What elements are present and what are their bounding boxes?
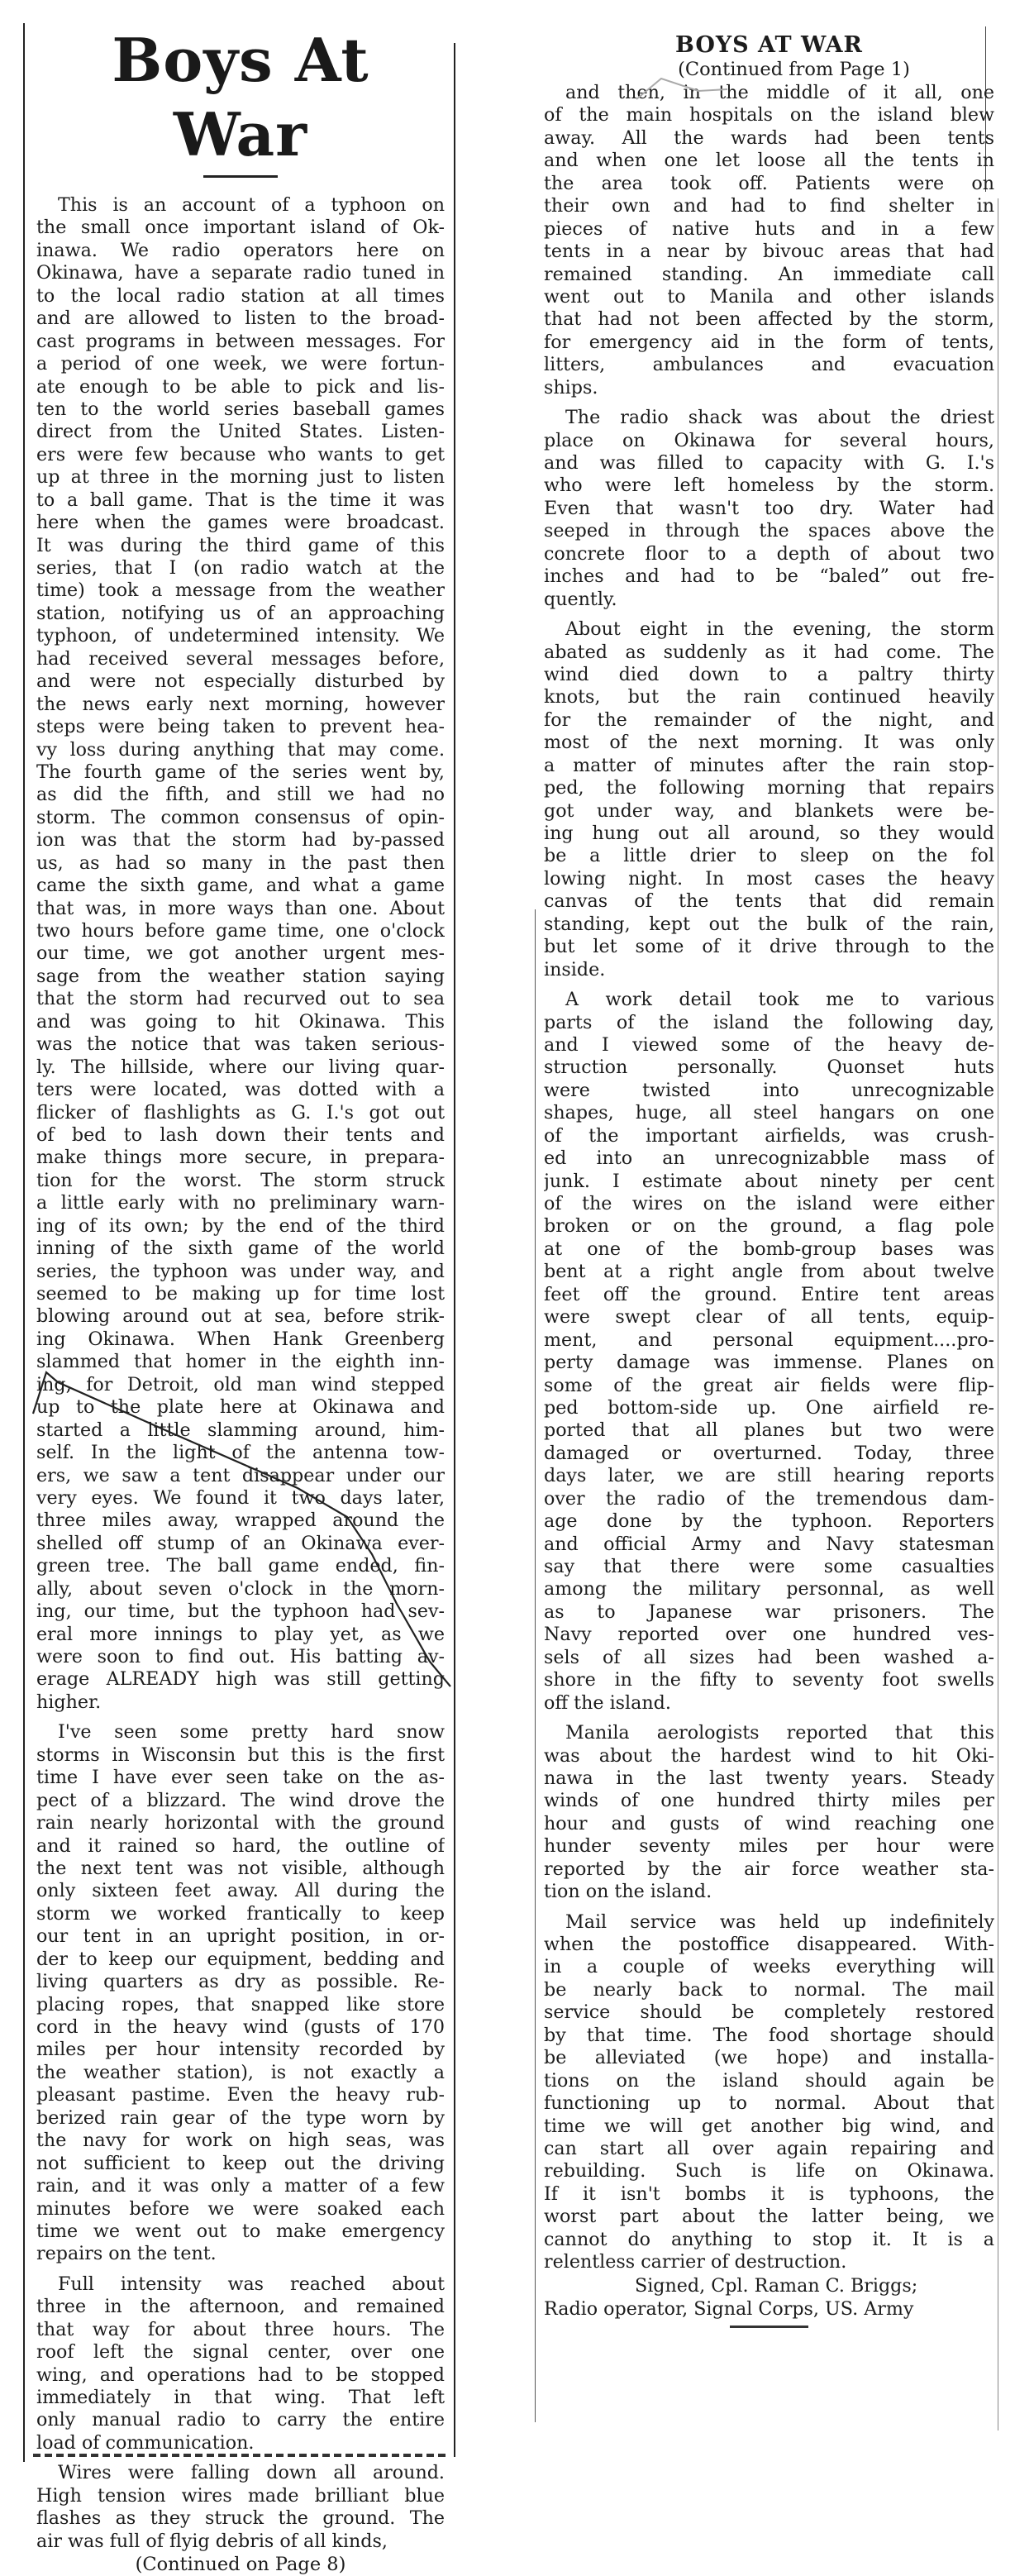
text-line: shelled off stump of an Okinawa ever- xyxy=(36,1532,445,1554)
paragraph-gap xyxy=(544,1715,994,1722)
text-line: ly. The hillside, where our living quar- xyxy=(36,1056,445,1078)
text-line: pieces of native huts and in a few xyxy=(544,217,994,240)
text-line: ment, and personal equipment....pro- xyxy=(544,1329,994,1351)
text-line: sels of all sizes had been washed a- xyxy=(544,1646,994,1668)
text-line: ported that all planes but two were xyxy=(544,1419,994,1442)
text-line: ers were few because who wants to get xyxy=(36,443,445,465)
text-line: erage ALREADY high was still getting xyxy=(36,1668,445,1691)
text-line: reported by the air force weather sta- xyxy=(544,1858,994,1880)
text-line: was about the hardest wind to hit Oki- xyxy=(544,1744,994,1767)
text-line: only sixteen feet away. All during the xyxy=(36,1880,445,1902)
text-line: the news early next morning, however xyxy=(36,693,445,715)
text-line: tion for the worst. The storm struck xyxy=(36,1169,445,1191)
text-line: Wires were falling down all around. xyxy=(58,2462,445,2484)
text-line: litters, ambulances and evacuation xyxy=(544,354,994,376)
text-line: time we went out to make emergency xyxy=(36,2220,445,2242)
text-line: flashes as they struck the ground. The xyxy=(36,2507,445,2530)
text-line: inside. xyxy=(544,958,606,980)
text-line: but let some of it drive through to the xyxy=(544,936,994,958)
text-line: be a little drier to sleep on the fol xyxy=(544,845,994,867)
text-line: concrete floor to a depth of about two xyxy=(544,542,994,565)
text-line: relentless carrier of destruction. xyxy=(544,2251,847,2273)
text-line: standing, kept out the bulk of the rain, xyxy=(544,913,994,935)
article-title: Boys At War xyxy=(112,25,369,169)
text-line: Manila aerologists reported that this xyxy=(565,1722,994,1744)
text-line: berized rain gear of the type worn by xyxy=(36,2106,445,2129)
text-line: went out to Manila and other islands xyxy=(544,285,994,308)
text-line: that was, in more ways than one. About xyxy=(36,897,445,919)
text-line: away. All the wards had been tents xyxy=(544,126,994,149)
paragraph-gap xyxy=(544,981,994,989)
text-line: series, the typhoon was under way, and xyxy=(36,1260,445,1282)
signature-name: Signed, Cpl. Raman C. Briggs; xyxy=(635,2274,918,2297)
text-line: for emergency aid in the form of tents, xyxy=(544,331,994,353)
paragraph xyxy=(36,2273,445,2455)
text-line: hunder seventy miles per hour were xyxy=(544,1835,994,1858)
text-line: feet off the ground. Entire tent areas xyxy=(544,1283,994,1305)
text-line: only manual radio to carry the entire xyxy=(36,2409,445,2431)
text-line: self. In the light of the antenna tow- xyxy=(36,1442,445,1464)
text-line: junk. I estimate about ninety per cent xyxy=(544,1170,994,1192)
paragraph xyxy=(544,618,994,981)
paragraph xyxy=(544,407,994,611)
text-line: worst part about the latter being, we xyxy=(544,2206,994,2228)
text-line: abated as suddenly as it had come. The xyxy=(544,641,994,663)
bottom-dashed-rule xyxy=(33,2454,446,2457)
text-line: der to keep our equipment, bedding and xyxy=(36,1948,445,1970)
paragraph-gap xyxy=(544,1904,994,1911)
text-line: be alleviated (we hope) and installa- xyxy=(544,2047,994,2069)
text-line: make things more secure, in prepara- xyxy=(36,1147,445,1169)
text-line: ing, our time, but the typhoon had sev- xyxy=(36,1600,445,1623)
text-line: who were left homeless by the storm. xyxy=(544,475,994,497)
text-line: service should be completely restored xyxy=(544,2001,994,2024)
text-line: cord in the heavy wind (gusts of 170 xyxy=(36,2016,445,2038)
paragraph xyxy=(36,1721,445,2266)
text-line: living quarters as dry as possible. Re- xyxy=(36,1971,445,1993)
text-line: us, as had so many in the past then xyxy=(36,852,445,874)
text-line: It was during the third game of this xyxy=(36,534,445,556)
text-line: green tree. The ball game ended, fin- xyxy=(36,1555,445,1577)
text-line: steps were being taken to prevent hea- xyxy=(36,716,445,738)
text-line: broken or on the ground, a flag pole xyxy=(544,1215,994,1238)
text-line: our tent in an upright position, in or- xyxy=(36,1925,445,1948)
text-line: canvas of the tents that did remain xyxy=(544,890,994,913)
text-line: ing hung out all around, so they would xyxy=(544,823,994,844)
text-line: three miles away, wrapped around the xyxy=(36,1510,445,1532)
text-line: cast programs in between messages. For xyxy=(36,330,445,352)
text-line: tents in a near by bivouc areas that had xyxy=(544,241,994,263)
text-line: minutes before we were soaked each xyxy=(36,2197,445,2220)
text-line: parts of the island the following day, xyxy=(544,1011,994,1033)
text-line: be nearly back to normal. The mail xyxy=(544,1978,994,2001)
text-line: up at three in the morning just to listen xyxy=(36,466,445,489)
text-line: were twisted into unrecognizable xyxy=(544,1079,994,1101)
continued-on-note: (Continued on Page 8) xyxy=(135,2554,346,2576)
text-line: a little early with no preliminary warn- xyxy=(36,1192,445,1214)
text-line: some of the great air fields were flip- xyxy=(544,1374,994,1396)
text-line: three in the afternoon, and remained xyxy=(36,2296,445,2318)
continuation-heading: BOYS AT WAR xyxy=(675,32,863,58)
text-line: placing ropes, that snapped like store xyxy=(36,1993,445,2015)
left-column-divider xyxy=(454,43,455,2457)
text-line: blowing around out at sea, before strik- xyxy=(36,1305,445,1328)
text-line: The fourth game of the series went by, xyxy=(36,761,445,783)
text-line: most of the next morning. It was only xyxy=(544,732,994,754)
text-line: cannot do anything to stop it. It is a xyxy=(544,2228,994,2250)
text-line: damaged or overturned. Today, three xyxy=(544,1442,994,1464)
text-line: time we will get another big wind, and xyxy=(544,2115,994,2137)
text-line: the area took off. Patients were on xyxy=(544,172,994,194)
text-line: their own and had to find shelter in xyxy=(544,195,994,217)
text-line: High tension wires made brilliant blue xyxy=(36,2484,445,2507)
text-line: ing, for Detroit, old man wind stepped xyxy=(36,1373,445,1395)
text-line: Even that wasn't too dry. Water had xyxy=(544,497,994,519)
text-line: and official Army and Navy statesman xyxy=(544,1533,994,1555)
text-line: that had not been affected by the storm, xyxy=(544,308,994,331)
text-line: quently. xyxy=(544,588,617,610)
text-line: inning of the sixth game of the world xyxy=(36,1238,445,1260)
paragraph xyxy=(36,194,445,1714)
text-line: Mail service was held up indefinitely xyxy=(565,1911,994,1933)
text-line: say that there were some casualties xyxy=(544,1556,994,1577)
text-line: load of communication. xyxy=(36,2431,255,2454)
text-line: to the local radio station at all times xyxy=(36,284,445,307)
text-line: a matter of minutes after the rain stop- xyxy=(544,754,994,776)
text-line: This is an account of a typhoon on xyxy=(58,194,445,216)
text-line: started a little slamming around, him- xyxy=(36,1419,445,1441)
paragraph-gap xyxy=(544,399,994,407)
text-line: tions on the island should again be xyxy=(544,2069,994,2092)
text-line: station, notifying us of an approaching xyxy=(36,602,445,624)
text-line: and were not especially disturbed by xyxy=(36,670,445,693)
left-outer-rule xyxy=(23,23,25,2462)
text-line: I've seen some pretty hard snow xyxy=(58,1721,445,1744)
text-line: About eight in the evening, the storm xyxy=(565,618,994,641)
text-line: tion on the island. xyxy=(544,1881,712,1903)
text-line: typhoon, of undetermined intensity. We xyxy=(36,625,445,647)
left-column xyxy=(36,23,445,2576)
text-line: age done by the typhoon. Reporters xyxy=(544,1510,994,1533)
text-line: two hours before game time, one o'clock xyxy=(36,920,445,942)
text-line: and when one let loose all the tents in xyxy=(544,150,994,172)
text-line: A work detail took me to various xyxy=(565,989,994,1011)
text-line: time I have ever seen take on the as- xyxy=(36,1767,445,1789)
text-line: series, that I (on radio watch at the xyxy=(36,557,445,579)
text-line: inawa. We radio operators here on xyxy=(36,239,445,261)
text-line: ing Okinawa. When Hank Greenberg xyxy=(36,1328,445,1350)
paragraph xyxy=(544,989,994,1715)
text-line: higher. xyxy=(36,1691,102,1713)
text-line: can start all over again repairing and xyxy=(544,2137,994,2159)
paragraph xyxy=(544,1722,994,1904)
text-line: ped, the following morning that repairs xyxy=(544,777,994,799)
text-line: over the radio of the tremendous dam- xyxy=(544,1487,994,1510)
text-line: roof left the signal center, over one xyxy=(36,2341,445,2364)
text-line: Navy reported over one hundred ves- xyxy=(544,1624,994,1646)
text-line: was the notice that was taken serious- xyxy=(36,1033,445,1056)
text-line: shapes, huge, all steel hangars on one xyxy=(544,1102,994,1124)
text-line: wind died down to a paltry thirty xyxy=(544,663,994,685)
text-line: air was full of flyig debris of all kinds, xyxy=(36,2530,388,2552)
right-column-left-rule xyxy=(535,909,536,2422)
text-line: winds of one hundred thirty miles per xyxy=(544,1790,994,1812)
text-line: seemed to be making up for time lost xyxy=(36,1283,445,1305)
text-line: knots, but the rain continued heavily xyxy=(544,686,994,708)
text-line: were soon to find out. His batting av- xyxy=(36,1646,445,1667)
text-line: eral more innings to play yet, as we xyxy=(36,1623,445,1645)
text-line: ally, about seven o'clock in the morn- xyxy=(36,1577,445,1600)
text-line: rebuilding. Such is life on Okinawa. xyxy=(544,2160,994,2182)
text-line: ped bottom-side up. One airfield re- xyxy=(544,1396,994,1419)
text-line: seeped in through the spaces above the xyxy=(544,520,994,542)
paragraph-gap xyxy=(544,611,994,618)
text-line: rain nearly horizontal with the ground xyxy=(36,1812,445,1834)
paragraph-gap xyxy=(36,1714,445,1721)
paragraph xyxy=(544,1911,994,2274)
text-line: Full intensity was reached about xyxy=(58,2273,445,2295)
text-line: vy loss during anything that may come. xyxy=(36,738,445,761)
text-line: off the island. xyxy=(544,1691,671,1714)
text-line: came the sixth game, and what a game xyxy=(36,875,445,897)
text-line: here when the games were broadcast. xyxy=(36,512,445,534)
text-line: miles per hour intensity recorded by xyxy=(36,2039,445,2061)
text-line: The radio shack was about the driest xyxy=(565,407,994,429)
text-line: as did the fifth, and still we had no xyxy=(36,784,445,806)
text-line: ters were located, was dotted with a xyxy=(36,1079,445,1101)
text-line: in a couple of weeks everything will xyxy=(544,1956,994,1978)
text-line: and are allowed to listen to the broad- xyxy=(36,308,445,330)
text-line: bent at a right angle from about twelve xyxy=(544,1261,994,1283)
text-line: our time, we got another urgent mes- xyxy=(36,942,445,965)
text-line: of the main hospitals on the island blew xyxy=(544,104,994,126)
text-line: a period of one week, we were fortun- xyxy=(36,353,445,375)
text-line: time) took a message from the weather xyxy=(36,580,445,602)
text-line: Okinawa, have a separate radio tuned in xyxy=(36,262,445,284)
text-line: sage from the weather station saying xyxy=(36,965,445,987)
continued-from-note: (Continued from Page 1) xyxy=(678,59,910,80)
text-line: were swept clear of all tents, equip- xyxy=(544,1306,994,1329)
text-line: ion was that the storm had by-passed xyxy=(36,829,445,852)
end-rule xyxy=(730,2326,808,2328)
text-line: slammed that homer in the eighth inn- xyxy=(36,1351,445,1373)
text-line: ten to the world series baseball games xyxy=(36,398,445,420)
text-line: and I viewed some of the heavy de- xyxy=(544,1033,994,1056)
text-line: rain, and it was only a matter of a few xyxy=(36,2175,445,2197)
right-column xyxy=(544,33,994,2328)
paragraph-gap xyxy=(36,2266,445,2273)
text-line: functioning up to normal. About that xyxy=(544,2092,994,2115)
text-line: the small once important island of Ok- xyxy=(36,217,445,239)
paragraph xyxy=(544,82,994,399)
text-line: storm. The common consensus of opin- xyxy=(36,806,445,828)
text-line: storms in Wisconsin but this is the first xyxy=(36,1744,445,1766)
text-line: had received several messages before, xyxy=(36,647,445,670)
text-line: and then, in the middle of it all, one xyxy=(565,82,994,103)
text-line: perty damage was immense. Planes on xyxy=(544,1352,994,1374)
text-line: lowing night. In most cases the heavy xyxy=(544,867,994,890)
text-line: got under way, and blankets were be- xyxy=(544,799,994,822)
text-line: hour and gusts of wind reaching one xyxy=(544,1812,994,1834)
text-line: among the military personnal, as well xyxy=(544,1578,994,1600)
text-line: inches and had to be “baled” out fre- xyxy=(544,565,994,588)
text-line: that way for about three hours. The xyxy=(36,2318,445,2340)
text-line: by that time. The food shortage should xyxy=(544,2024,994,2046)
signature-title: Radio operator, Signal Corps, US. Army xyxy=(544,2297,914,2320)
text-line: when the postoffice disappeared. With- xyxy=(544,1934,994,1955)
text-line: ate enough to be able to pick and lis- xyxy=(36,375,445,398)
text-line: If it isn't bombs it is typhoons, the xyxy=(544,2182,994,2205)
paragraph xyxy=(36,2462,445,2553)
text-line: wing, and operations had to be stopped xyxy=(36,2364,445,2386)
text-line: nawa in the last twenty years. Steady xyxy=(544,1767,994,1789)
text-line: not sufficient to keep out the driving xyxy=(36,2152,445,2174)
text-line: shore in the fifty to seventy foot swells xyxy=(544,1669,994,1691)
text-line: ed into an unrecognizabble mass of xyxy=(544,1147,994,1170)
text-line: that the storm had recurved out to sea xyxy=(36,988,445,1010)
text-line: at one of the bomb-group bases was xyxy=(544,1238,994,1260)
text-line: the next tent was not visible, although xyxy=(36,1857,445,1879)
text-line: storm we worked frantically to keep xyxy=(36,1902,445,1925)
text-line: and it rained so hard, the outline of xyxy=(36,1834,445,1857)
text-line: the navy for work on high seas, was xyxy=(36,2130,445,2152)
text-line: place on Okinawa for several hours, xyxy=(544,429,994,451)
text-line: immediately in that wing. That left xyxy=(36,2387,445,2408)
text-line: pleasant pastime. Even the heavy rub- xyxy=(36,2084,445,2106)
text-line: as to Japanese war prisoners. The xyxy=(544,1600,994,1623)
text-line: ing of its own; by the end of the third xyxy=(36,1214,445,1237)
title-underline-rule xyxy=(203,175,278,178)
text-line: direct from the United States. Listen- xyxy=(36,421,445,443)
text-line: the weather station), is not exactly a xyxy=(36,2061,445,2083)
text-line: very eyes. We found it two days later, xyxy=(36,1486,445,1509)
text-line: to a ball game. That is the time it was xyxy=(36,489,445,511)
text-line: remained standing. An immediate call xyxy=(544,263,994,285)
text-line: struction personally. Quonset huts xyxy=(544,1057,994,1079)
text-line: of the wires on the island were either xyxy=(544,1193,994,1214)
right-column-body xyxy=(544,82,994,2274)
text-line: and was filled to capacity with G. I.'s xyxy=(544,452,994,474)
text-line: pect of a blizzard. The wind drove the xyxy=(36,1789,445,1811)
text-line: of the important airfields, was crush- xyxy=(544,1124,994,1147)
text-line: for the remainder of the night, and xyxy=(544,708,994,731)
text-line: ships. xyxy=(544,376,598,398)
text-line: repairs on the tent. xyxy=(36,2243,217,2265)
text-line: days later, we are still hearing reports xyxy=(544,1465,994,1487)
left-column-body xyxy=(36,194,445,2553)
text-line: flicker of flashlights as G. I.'s got out xyxy=(36,1101,445,1123)
text-line: and was going to hit Okinawa. This xyxy=(36,1010,445,1033)
text-line: ers, we saw a tent disappear under our xyxy=(36,1464,445,1486)
text-line: of bed to lash down their tents and xyxy=(36,1123,445,1146)
text-line: up to the plate here at Okinawa and xyxy=(36,1396,445,1419)
